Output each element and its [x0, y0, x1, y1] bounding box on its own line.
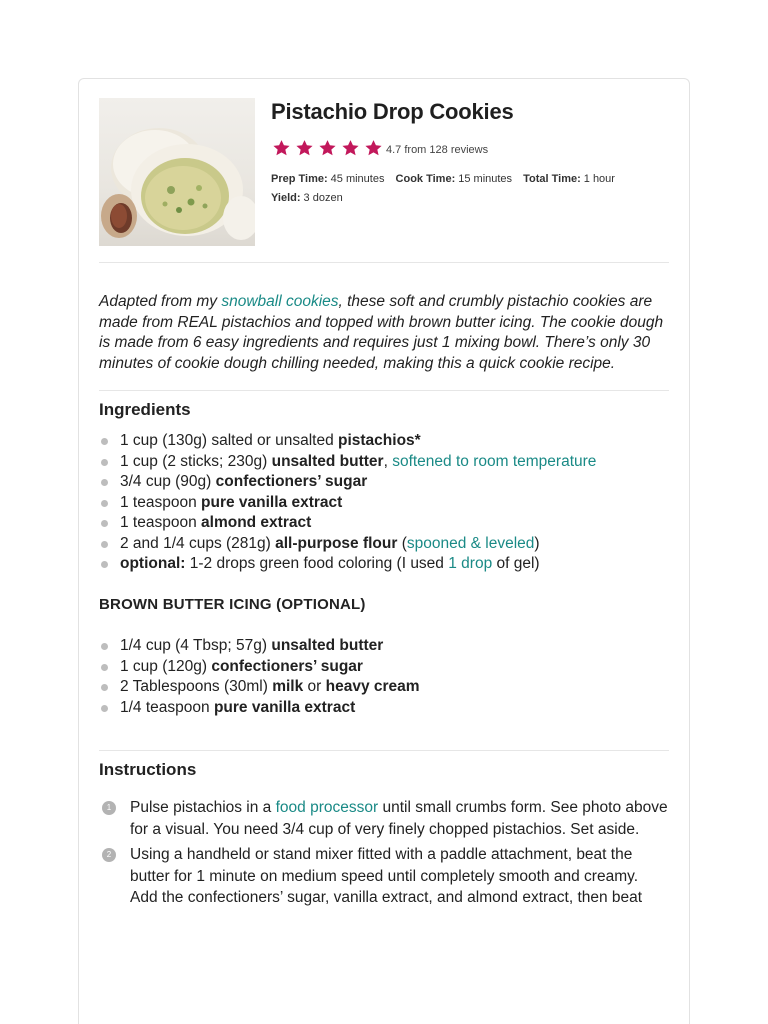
list-item: 2 and 1/4 cups (281g) all-purpose flour (spooned & leveled) — [99, 534, 669, 555]
step-number: 2 — [102, 848, 116, 862]
instructions-heading: Instructions — [99, 760, 197, 779]
recipe-image[interactable] — [99, 98, 255, 246]
cook-time: Cook Time: 15 minutes — [395, 173, 513, 185]
recipe-meta — [271, 170, 671, 208]
bullet-icon — [101, 438, 108, 445]
star-icon[interactable] — [294, 138, 315, 158]
rating[interactable] — [271, 136, 671, 158]
star-icon[interactable] — [363, 138, 384, 158]
food-processor-link[interactable]: food processor — [275, 799, 379, 816]
icing-heading: BROWN BUTTER ICING (OPTIONAL) — [99, 596, 366, 613]
bullet-icon — [101, 541, 108, 548]
one-drop-link[interactable]: 1 drop — [448, 555, 493, 572]
list-item: 3/4 cup (90g) confectioners’ sugar — [99, 472, 669, 493]
bullet-icon — [101, 520, 108, 527]
instruction-step: 2 Using a handheld or stand mixer fitted with a paddle attachment, beat the butter for 1 minute on medium speed until completely smooth and creamy. Add the confectioners’ sugar, vanilla extract, and almond extract, then beat — [99, 844, 669, 909]
star-icon[interactable] — [340, 138, 361, 158]
bullet-icon — [101, 705, 108, 712]
recipe-title: Pistachio Drop Cookies — [271, 99, 514, 124]
recipe-card — [78, 78, 690, 1024]
ingredients-heading: Ingredients — [99, 400, 191, 419]
bullet-icon — [101, 684, 108, 691]
recipe-intro: Adapted from my snowball cookies, these soft and crumbly pistachio cookies are made from REAL pistachios and topped with brown butter icing. The cookie dough is made from 6 easy ingredients and requires just 1 mixing bowl. There’s only 30 minutes of cookie dough chilling needed, making this a quick cookie recipe. — [99, 293, 664, 372]
star-icon[interactable] — [271, 138, 292, 158]
spooned-leveled-link[interactable]: spooned & leveled — [406, 534, 535, 552]
bullet-icon — [101, 643, 108, 650]
ingredients-list — [99, 431, 669, 575]
bullet-icon — [101, 459, 108, 466]
bullet-icon — [101, 500, 108, 507]
list-item: 1 cup (2 sticks; 230g) unsalted butter, softened to room temperature — [99, 452, 669, 473]
step-number: 1 — [102, 801, 116, 815]
list-item: 1/4 teaspoon pure vanilla extract — [99, 698, 669, 719]
list-item: optional: 1-2 drops green food coloring (I used 1 drop of gel) — [99, 554, 669, 575]
bullet-icon — [101, 664, 108, 671]
divider — [99, 750, 669, 751]
divider — [99, 390, 669, 391]
snowball-cookies-link[interactable]: snowball cookies — [221, 293, 339, 310]
total-time: Total Time: 1 hour — [523, 173, 615, 185]
divider — [99, 262, 669, 263]
yield: Yield: 3 dozen — [271, 192, 343, 204]
star-icon[interactable] — [317, 138, 338, 158]
instructions-list — [99, 797, 669, 913]
icing-list — [99, 636, 669, 718]
rating-text: 4.7 from 128 reviews — [386, 144, 489, 156]
prep-time: Prep Time: 45 minutes — [271, 173, 385, 185]
softened-butter-link[interactable]: softened to room temperature — [392, 452, 597, 470]
list-item: 1 teaspoon almond extract — [99, 513, 669, 534]
list-item: 1 cup (130g) salted or unsalted pistachios* — [99, 431, 669, 452]
list-item: 1 teaspoon pure vanilla extract — [99, 493, 669, 514]
list-item: 1 cup (120g) confectioners’ sugar — [99, 657, 669, 678]
recipe-header — [271, 98, 671, 208]
list-item: 1/4 cup (4 Tbsp; 57g) unsalted butter — [99, 636, 669, 657]
list-item: 2 Tablespoons (30ml) milk or heavy cream — [99, 677, 669, 698]
bullet-icon — [101, 561, 108, 568]
bullet-icon — [101, 479, 108, 486]
instruction-step: 1 Pulse pistachios in a food processor until small crumbs form. See photo above for a visual. You need 3/4 cup of very finely chopped pistachios. Set aside. — [99, 797, 669, 840]
